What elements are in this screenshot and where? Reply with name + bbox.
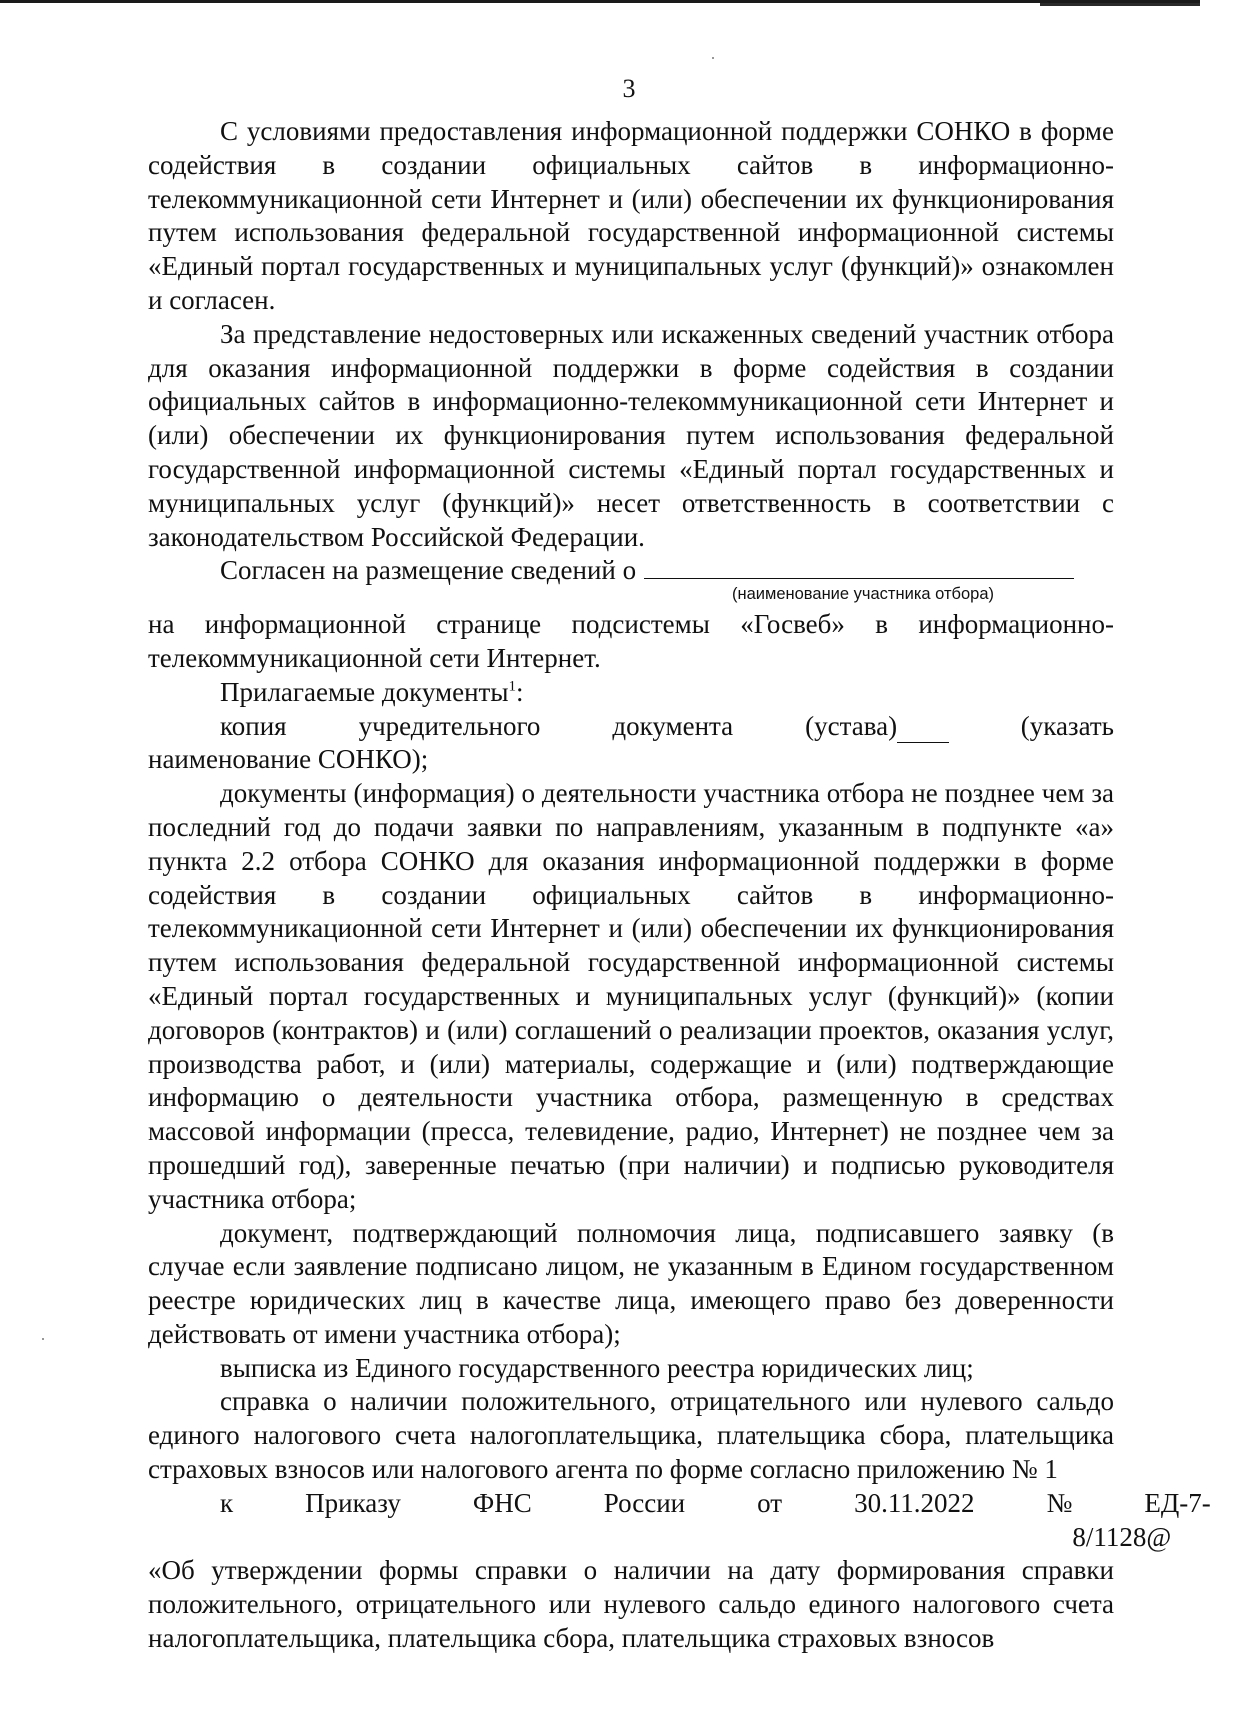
scan-edge-top-right [1040,3,1200,6]
consent-prefix: Согласен на размещение сведений о [220,555,637,586]
copy-word: учредительного [358,710,541,741]
copy-charter-line [148,710,1114,744]
copy-tail: (указать [1020,710,1114,741]
participant-name-blank [644,554,1074,579]
footnote-marker: 1 [508,678,516,695]
paragraph-consent-cont: на информационной странице подсистемы «Госвеб» в информационно-телекоммуникационной сети Интернет. [148,609,1114,673]
copy-charter-cont: наименование СОНКО); [148,744,429,775]
ref-word: 30.11.2022 [854,1487,975,1518]
consent-line [148,554,1114,588]
scan-speck [42,1338,44,1340]
consent-caption: (наименование участника отбора) [732,585,995,604]
scan-speck [712,57,714,59]
ref-word: ЕД-7-8/1128@ [1072,1487,1211,1552]
attached-documents-heading [148,676,1114,710]
sonko-name-blank [897,718,949,743]
copy-word: (устава) [805,710,898,741]
attached-label: Прилагаемые документы [220,676,509,707]
copy-word: копия [220,710,287,741]
ref-word: Приказу [305,1487,401,1518]
ref-word: ФНС [472,1487,532,1518]
order-reference-line [148,1487,1211,1555]
copy-word: документа [612,710,734,741]
paragraph-tax-certificate-end: «Об утверждении формы справки о наличии на дату формирования справки положительного, отрицательного или нулевого сальдо единого налогового счета налогоплательщика, плательщика сбора, плательщика страховых взносов [148,1555,1114,1654]
document-body [148,115,1211,1656]
paragraph-authority-document: документ, подтверждающий полномочия лица, подписавшего заявку (в случае если заявление подписано лицом, не указанным в Едином государственном реестре юридических лиц в качестве лица, имеющего право без доверенности действовать от имени участника отбора); [148,1217,1114,1349]
paragraph-conditions: С условиями предоставления информационной поддержки СОНКО в форме содействия в создании официальных сайтов в информационно-телекоммуникационной сети Интернет и (или) обеспечении их функционирования путем использования федеральной государственной информационной системы «Единый портал государственных и муниципальных услуг (функций)» ознакомлен и согласен. [148,116,1114,315]
paragraph-activity-documents: документы (информация) о деятельности участника отбора не позднее чем за последний год до подачи заявки по направлениям, указанным в подпункте «а» пункта 2.2 отбора СОНКО для оказания информационной поддержки в форме содействия в создании официальных сайтов в информационно-телекоммуникационной сети Интернет и (или) обеспечении их функционирования путем использования федеральной государственной информационной системы «Единый портал государственных и муниципальных услуг (функций)» (копии договоров (контрактов) и (или) соглашений о реализации проектов, оказания услуг, производства работ, и (или) материалы, содержащие и (или) подтверждающие информацию о деятельности участника отбора, размещенную в средствах массовой информации (пресса, телевидение, радио, Интернет) не позднее чем за прошедший год), заверенные печатью (при наличии) и подписью руководителя участника отбора; [148,778,1114,1214]
ref-word: № [1046,1487,1073,1518]
paragraph-responsibility: За представление недостоверных или искаженных сведений участник отбора для оказания информационной поддержки в форме содействия в создании официальных сайтов в информационно-телекоммуникационной сети Интернет и (или) обеспечении их функционирования путем использования федеральной государственной информационной системы «Единый портал государственных и муниципальных услуг (функций)» несет ответственность в соответствии с законодательством Российской Федерации. [148,318,1114,552]
paragraph-tax-certificate: справка о наличии положительного, отрицательного или нулевого сальдо единого налогового счета налогоплательщика, плательщика сбора, плательщика страховых взносов или налогового агента по форме согласно приложению № 1 [148,1386,1114,1485]
attached-colon: : [515,676,524,707]
scan-edge-top [0,0,1200,3]
page-number: 3 [622,74,636,103]
ref-word: от [757,1487,783,1518]
ref-word: к [220,1487,234,1518]
paragraph-registry-extract: выписка из Единого государственного реестра юридических лиц; [220,1352,974,1383]
ref-word: России [603,1487,686,1518]
